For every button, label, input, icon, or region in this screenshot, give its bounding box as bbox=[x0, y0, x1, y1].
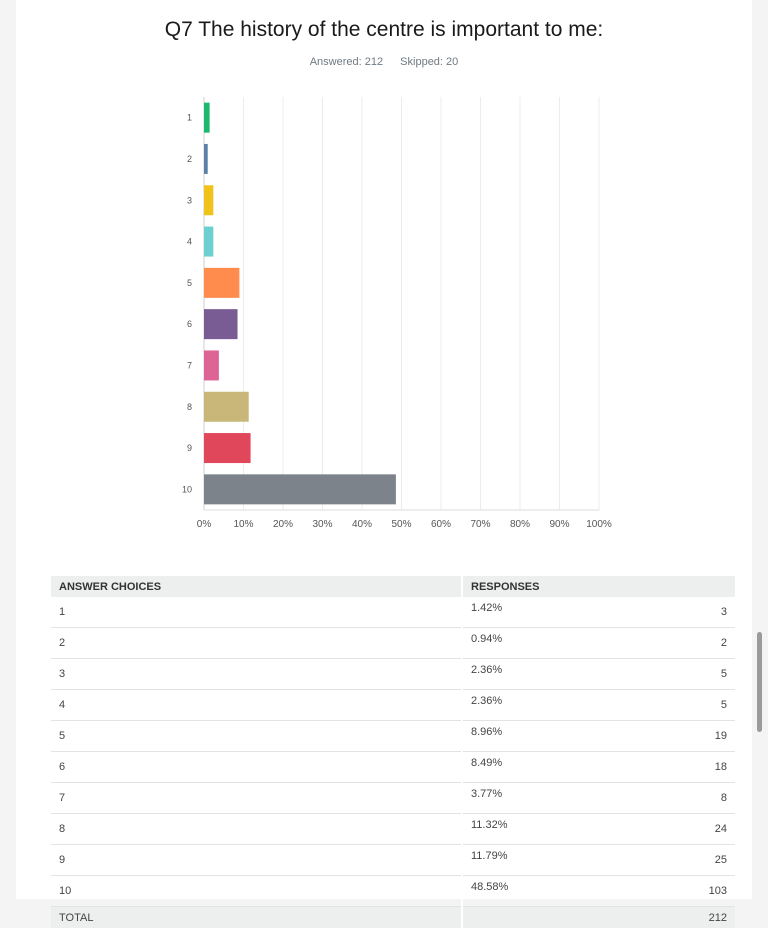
response-count: 18 bbox=[559, 752, 735, 783]
header-responses: RESPONSES bbox=[462, 576, 735, 597]
x-tick-label-40: 40% bbox=[352, 519, 372, 530]
table-row bbox=[51, 752, 735, 783]
table-row bbox=[51, 721, 735, 752]
table-header-row bbox=[51, 576, 735, 597]
response-percent: 2.36% bbox=[462, 690, 559, 721]
x-tick-label-20: 20% bbox=[273, 519, 293, 530]
table-row bbox=[51, 845, 735, 876]
x-tick-label-10: 10% bbox=[233, 519, 253, 530]
bar-5[interactable] bbox=[204, 268, 239, 298]
x-tick-label-0: 0% bbox=[197, 519, 212, 530]
table-row bbox=[51, 597, 735, 628]
category-label-8: 8 bbox=[187, 402, 192, 412]
question-title: Q7 The history of the centre is important to me: bbox=[16, 18, 752, 42]
bar-chart bbox=[16, 0, 752, 545]
response-percent: 11.79% bbox=[462, 845, 559, 876]
category-label-2: 2 bbox=[187, 154, 192, 164]
answer-choice: 3 bbox=[51, 659, 462, 690]
table-row bbox=[51, 876, 735, 907]
bar-1[interactable] bbox=[204, 103, 210, 133]
category-label-6: 6 bbox=[187, 319, 192, 329]
answer-choice: 9 bbox=[51, 845, 462, 876]
table-row bbox=[51, 690, 735, 721]
response-count: 8 bbox=[559, 783, 735, 814]
answer-choice: 8 bbox=[51, 814, 462, 845]
bar-3[interactable] bbox=[204, 185, 213, 215]
answer-choice: 1 bbox=[51, 597, 462, 628]
x-tick-label-100: 100% bbox=[586, 519, 612, 530]
response-count: 24 bbox=[559, 814, 735, 845]
response-count: 5 bbox=[559, 659, 735, 690]
category-label-3: 3 bbox=[187, 195, 192, 205]
response-percent: 8.49% bbox=[462, 752, 559, 783]
response-count: 25 bbox=[559, 845, 735, 876]
responses-table bbox=[51, 576, 735, 928]
skipped-count: Skipped: 20 bbox=[400, 56, 458, 68]
table-total-row bbox=[51, 907, 735, 928]
scrollbar-thumb[interactable] bbox=[757, 632, 762, 732]
answer-choice: 7 bbox=[51, 783, 462, 814]
x-tick-label-60: 60% bbox=[431, 519, 451, 530]
response-percent: 3.77% bbox=[462, 783, 559, 814]
bar-10[interactable] bbox=[204, 474, 396, 504]
response-percent: 0.94% bbox=[462, 628, 559, 659]
bar-6[interactable] bbox=[204, 309, 238, 339]
bar-9[interactable] bbox=[204, 433, 251, 463]
response-count: 3 bbox=[559, 597, 735, 628]
chart-bars bbox=[204, 103, 396, 505]
answer-choice: 4 bbox=[51, 690, 462, 721]
chart-category-labels bbox=[182, 113, 192, 495]
response-count: 2 bbox=[559, 628, 735, 659]
category-label-1: 1 bbox=[187, 113, 192, 123]
category-label-5: 5 bbox=[187, 278, 192, 288]
response-percent: 1.42% bbox=[462, 597, 559, 628]
x-tick-label-70: 70% bbox=[470, 519, 490, 530]
chart-x-tick-labels bbox=[197, 519, 612, 530]
answer-choice: 6 bbox=[51, 752, 462, 783]
x-tick-label-90: 90% bbox=[549, 519, 569, 530]
category-label-10: 10 bbox=[182, 484, 192, 494]
response-percent: 2.36% bbox=[462, 659, 559, 690]
answered-count: Answered: 212 bbox=[310, 56, 383, 68]
total-label: TOTAL bbox=[51, 907, 462, 928]
total-count: 212 bbox=[462, 907, 735, 928]
category-label-9: 9 bbox=[187, 443, 192, 453]
table-row bbox=[51, 628, 735, 659]
header-answer-choices: ANSWER CHOICES bbox=[51, 576, 462, 597]
table-row bbox=[51, 814, 735, 845]
response-count: 5 bbox=[559, 690, 735, 721]
response-count: 19 bbox=[559, 721, 735, 752]
x-tick-label-30: 30% bbox=[312, 519, 332, 530]
response-count: 103 bbox=[559, 876, 735, 907]
answer-choice: 10 bbox=[51, 876, 462, 907]
bar-4[interactable] bbox=[204, 227, 213, 257]
bar-7[interactable] bbox=[204, 350, 219, 380]
answer-choice: 5 bbox=[51, 721, 462, 752]
response-percent: 48.58% bbox=[462, 876, 559, 907]
x-tick-label-80: 80% bbox=[510, 519, 530, 530]
response-percent: 11.32% bbox=[462, 814, 559, 845]
bar-2[interactable] bbox=[204, 144, 208, 174]
table-row bbox=[51, 659, 735, 690]
table-row bbox=[51, 783, 735, 814]
chart-gridlines bbox=[204, 97, 599, 510]
response-percent: 8.96% bbox=[462, 721, 559, 752]
answer-choice: 2 bbox=[51, 628, 462, 659]
category-label-4: 4 bbox=[187, 237, 192, 247]
category-label-7: 7 bbox=[187, 360, 192, 370]
survey-question-panel bbox=[16, 0, 752, 899]
x-tick-label-50: 50% bbox=[391, 519, 411, 530]
bar-8[interactable] bbox=[204, 392, 249, 422]
